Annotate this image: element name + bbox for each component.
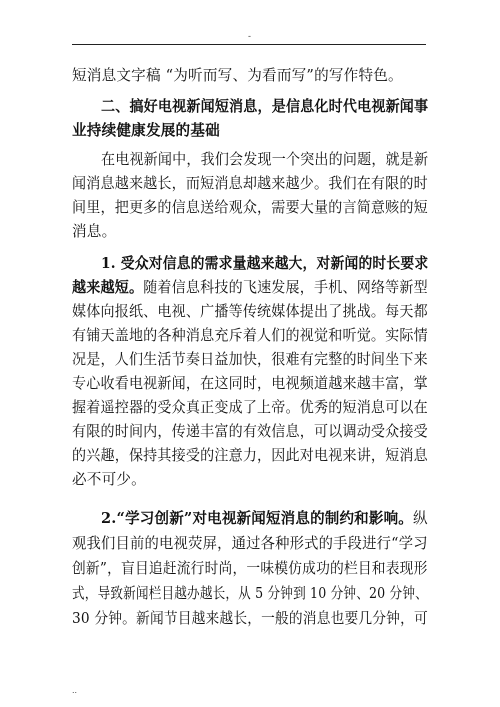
text-line bbox=[72, 559, 428, 579]
section-heading bbox=[72, 121, 220, 141]
text-segment: 间里，把更多的信息送给观众，需要大量的言简意赅的短 bbox=[72, 199, 428, 216]
text-line bbox=[72, 584, 428, 604]
text-line bbox=[72, 374, 428, 394]
text-segment: 30 分钟。新闻节目越来越长，一般的消息也要几分钟，可 bbox=[72, 610, 428, 627]
text-line bbox=[72, 350, 428, 370]
text-line bbox=[72, 398, 428, 418]
section-heading bbox=[101, 97, 428, 117]
text-segment: 媒体向报纸、电视、广播等传统媒体提出了挑战。每天都 bbox=[72, 303, 428, 320]
text-line bbox=[72, 278, 428, 298]
subsection-heading bbox=[101, 254, 428, 274]
text-line bbox=[72, 446, 428, 466]
text-line bbox=[72, 198, 428, 218]
text-line bbox=[72, 326, 428, 346]
text-segment: 闻消息越来越长，而短消息却越来越少。我们在有限的时 bbox=[72, 175, 428, 192]
header-mark: - bbox=[248, 31, 251, 41]
text-segment: 有铺天盖地的各种消息充斥着人们的视觉和听觉。实际情 bbox=[72, 327, 428, 344]
text-segment: 短消息文字稿 “为听而写、为看而写”的写作特色。 bbox=[72, 67, 403, 84]
text-line bbox=[101, 150, 428, 170]
text-segment: 纵 bbox=[413, 510, 428, 527]
header-rule bbox=[72, 44, 426, 45]
text-segment: 1. 受众对信息的需求量越来越大，对新闻的时长要求 bbox=[101, 255, 429, 272]
text-segment: 专心收看电视新闻，在这同时，电视频道越来越丰富，掌 bbox=[72, 375, 428, 392]
text-segment: 在电视新闻中，我们会发现一个突出的问题，就是新 bbox=[101, 151, 429, 168]
text-line bbox=[72, 222, 116, 242]
text-segment: 二、搞好电视新闻短消息，是信息化时代电视新闻事 bbox=[101, 98, 429, 115]
text-segment: 式，导致新闻栏目越办越长，从 5 分钟到 10 分钟、20 分钟、 bbox=[72, 585, 428, 602]
text-line bbox=[72, 609, 428, 629]
text-line bbox=[72, 534, 428, 554]
text-line bbox=[72, 66, 403, 86]
text-segment: 创新”，盲目追赶流行时尚，一味模仿成功的栏目和表现形 bbox=[72, 560, 428, 577]
text-segment: 的兴趣，保持其接受的注意力，因此对电视来讲，短消息 bbox=[72, 447, 428, 464]
text-segment: 消息。 bbox=[72, 223, 117, 240]
text-line bbox=[72, 470, 146, 490]
text-segment: 随着信息科技的飞速发展，手机、网络等新型 bbox=[143, 279, 428, 296]
text-segment: 2.“学习创新”对电视新闻短消息的制约和影响。 bbox=[101, 510, 414, 527]
text-segment: 观我们目前的电视荧屏，通过各种形式的手段进行“学习 bbox=[72, 535, 428, 552]
text-line bbox=[72, 174, 428, 194]
text-segment: 握着遥控器的受众真正变成了上帝。优秀的短消息可以在 bbox=[72, 399, 428, 416]
text-segment: 必不可少。 bbox=[72, 471, 146, 488]
text-segment: 业持续健康发展的基础 bbox=[72, 122, 220, 139]
text-segment: 有限的时间内，传递丰富的有效信息，可以调动受众接受 bbox=[72, 423, 428, 440]
text-segment: 越来越短。 bbox=[72, 279, 144, 296]
subsection-heading bbox=[101, 509, 428, 529]
text-line bbox=[72, 302, 428, 322]
text-line bbox=[72, 422, 428, 442]
footer-mark: .. bbox=[72, 685, 78, 695]
text-segment: 况是，人们生活节奏日益加快，很难有完整的时间坐下来 bbox=[72, 351, 428, 368]
